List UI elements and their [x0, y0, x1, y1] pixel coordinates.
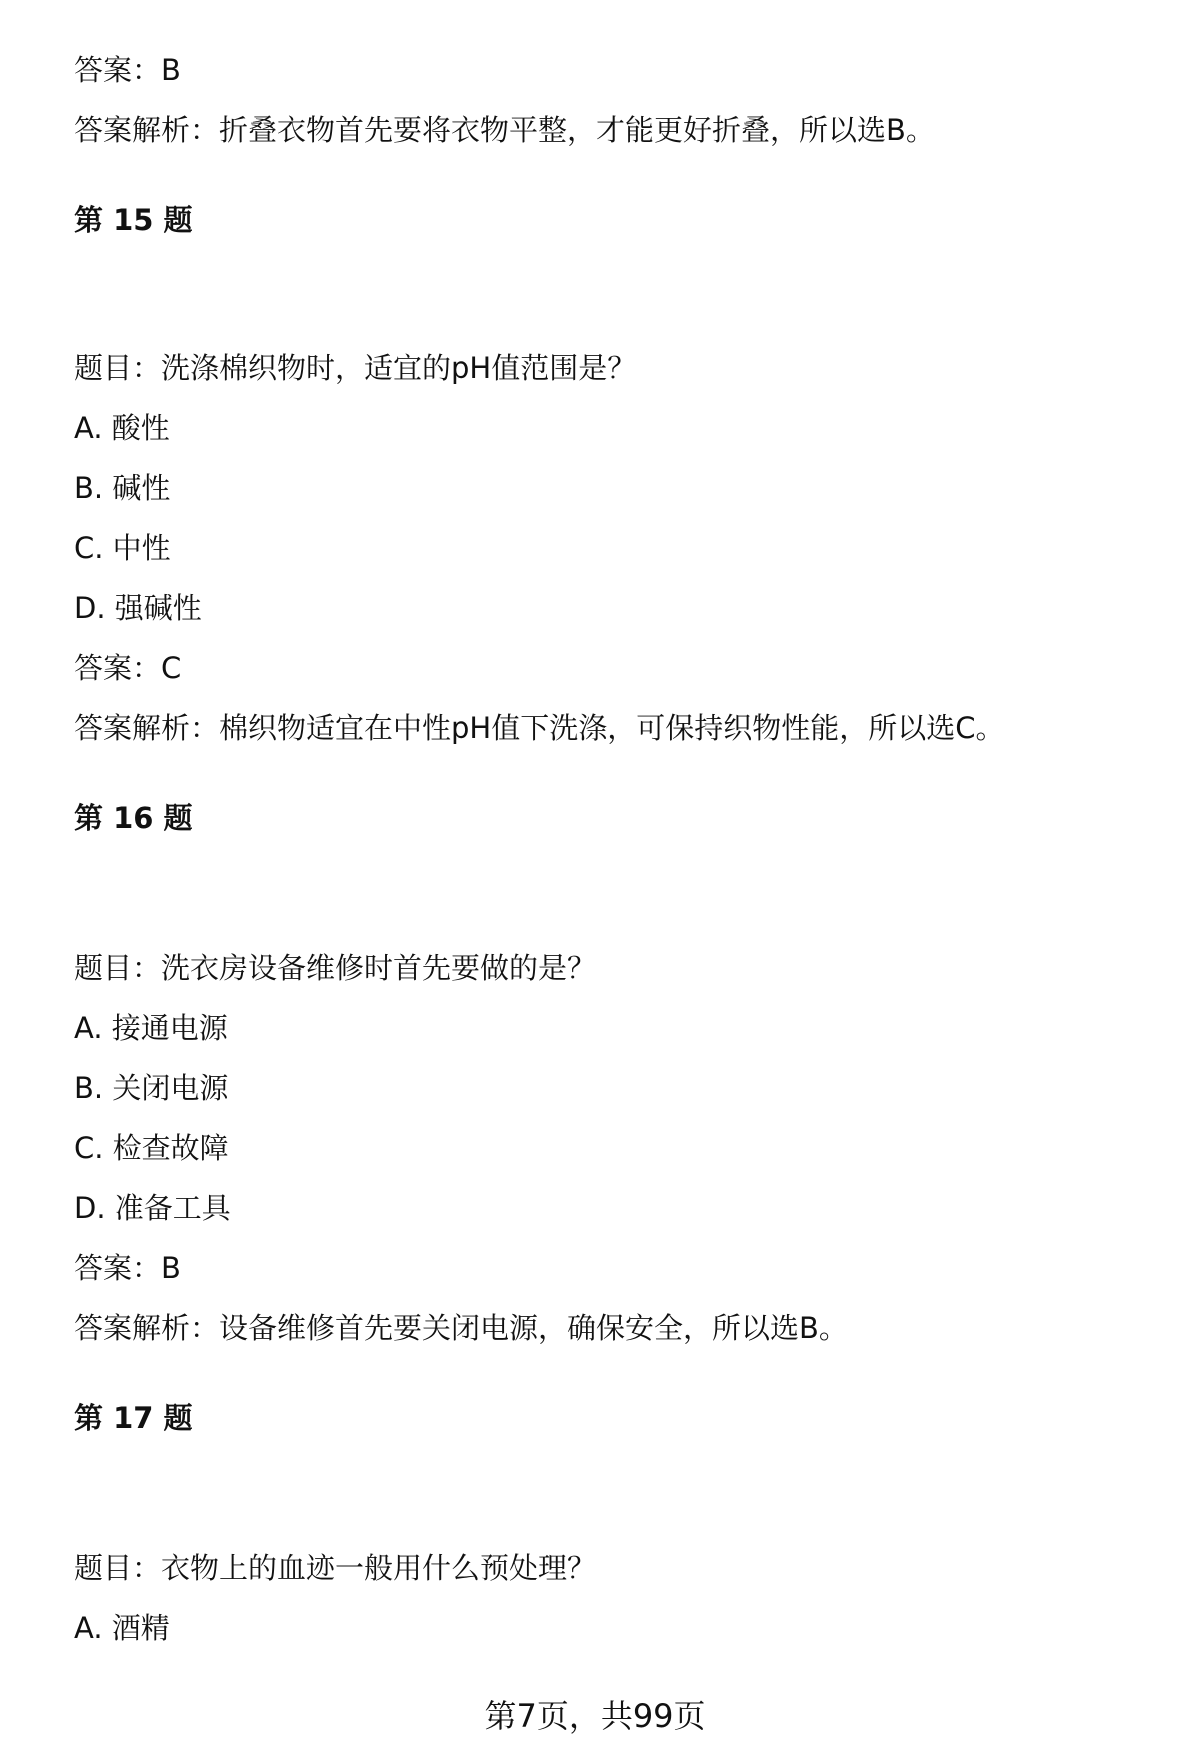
q15-option-b: B. 碱性	[74, 471, 171, 505]
q16-option-c: C. 检查故障	[74, 1131, 229, 1165]
q15-question: 题目：洗涤棉织物时，适宜的pH值范围是？	[74, 351, 637, 385]
q16-heading: 第 16 题	[74, 801, 193, 835]
q15-heading: 第 15 题	[74, 203, 193, 237]
q14-answer: 答案：B	[74, 53, 181, 87]
q16-question: 题目：洗衣房设备维修时首先要做的是？	[74, 951, 597, 985]
q16-option-d: D. 准备工具	[74, 1191, 231, 1225]
q17-question: 题目：衣物上的血迹一般用什么预处理？	[74, 1551, 597, 1585]
q15-explanation: 答案解析：棉织物适宜在中性pH值下洗涤，可保持织物性能，所以选C。	[74, 711, 1005, 745]
q14-explanation: 答案解析：折叠衣物首先要将衣物平整，才能更好折叠，所以选B。	[74, 113, 935, 147]
q15-answer: 答案：C	[74, 651, 182, 685]
q16-option-b: B. 关闭电源	[74, 1071, 229, 1105]
q15-option-d: D. 强碱性	[74, 591, 202, 625]
q17-option-a: A. 酒精	[74, 1611, 170, 1645]
q17-heading: 第 17 题	[74, 1401, 193, 1435]
page-footer: 第7页，共99页	[484, 1697, 706, 1735]
q16-explanation: 答案解析：设备维修首先要关闭电源，确保安全，所以选B。	[74, 1311, 848, 1345]
q15-option-a: A. 酸性	[74, 411, 170, 445]
q16-option-a: A. 接通电源	[74, 1011, 228, 1045]
q15-option-c: C. 中性	[74, 531, 171, 565]
q16-answer: 答案：B	[74, 1251, 181, 1285]
